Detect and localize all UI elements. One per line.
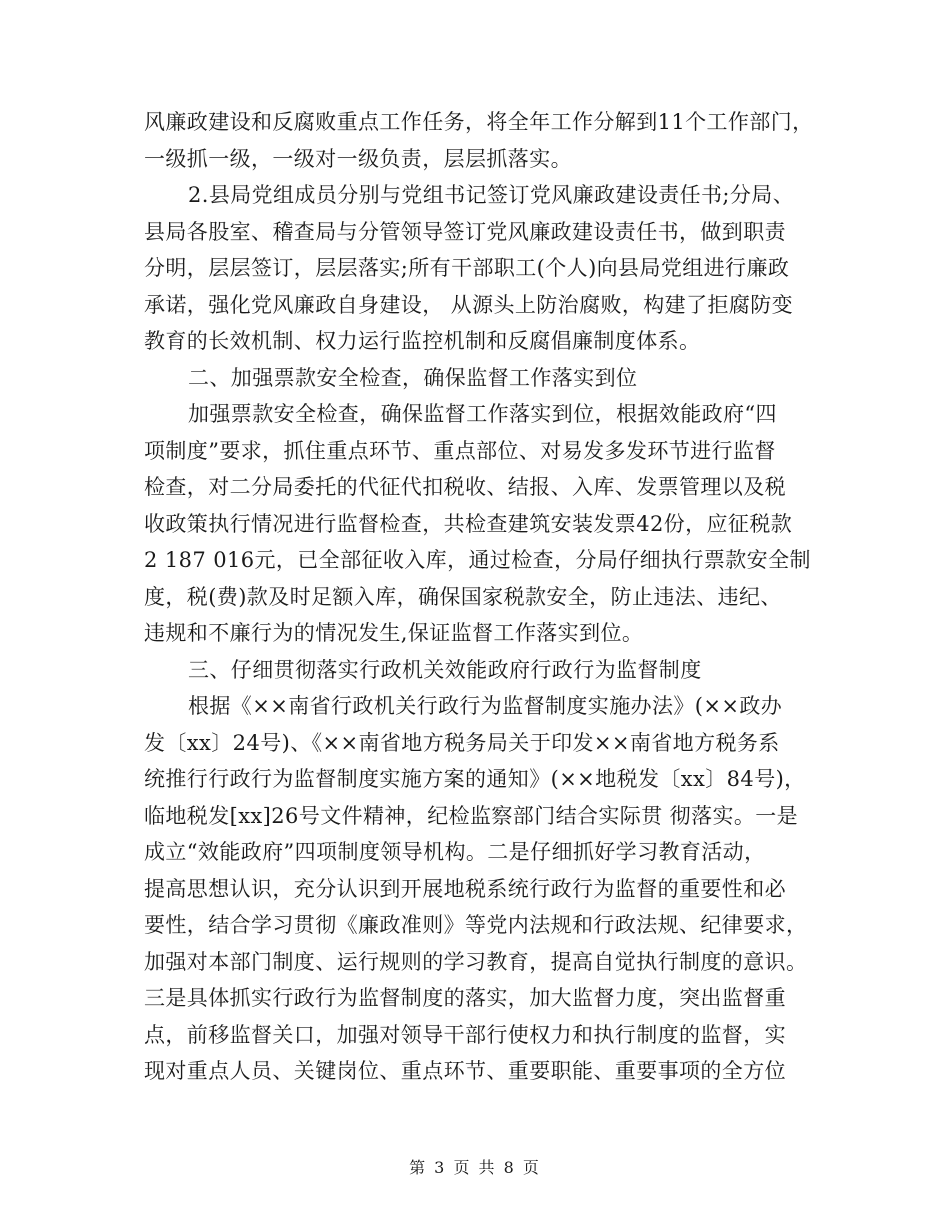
text-line: 发〔xx〕24号)、《××南省地方税务局关于印发××南省地方税务系 [144,730,780,755]
text-line: 承诺，强化党风廉政自身建设， 从源头上防治腐败，构建了拒腐防变 [144,292,794,317]
text-line: 一级抓一级，一级对一级负责，层层抓落实。 [144,146,572,171]
text-line: 2 187 016元，已全部征收入库，通过检查，分局仔细执行票款安全制 [144,548,811,572]
text-line: 二、加强票款安全检查，确保监督工作落实到位 [188,365,638,390]
text-line: 现对重点人员、关键岗位、重点环节、重要职能、重要事项的全方位 [144,1059,786,1083]
text-line: 统推行行政行为监督制度实施方案的通知》(××地税发〔xx〕84号)， [144,767,806,791]
text-line: 成立“效能政府”四项制度领导机构。二是仔细抓好学习教育活动， [144,840,766,864]
text-line: 违规和不廉行为的情况发生,保证监督工作落实到位。 [144,621,644,645]
text-line: 教育的长效机制、权力运行监控机制和反腐倡廉制度体系。 [144,329,701,353]
text-line: 根据《××南省行政机关行政行为监督制度实施办法》(××政办 [188,694,783,718]
document-body [144,104,816,1090]
text-line: 三是具体抓实行政行为监督制度的落实，加大监督力度，突出监督重 [144,986,786,1010]
text-line: 临地税发[xx]26号文件精神，纪检监察部门结合实际贯 彻落实。一是 [144,803,799,828]
text-line: 项制度”要求，抓住重点环节、重点部位、对易发多发环节进行监督 [144,438,776,463]
text-line: 检查，对二分局委托的代征代扣税收、结报、入库、发票管理以及税 [144,475,786,499]
text-line: 要性，结合学习贯彻《廉政准则》等党内法规和行政法规、纪律要求， [144,913,808,937]
text-line: 收政策执行情况进行监督检查，共检查建筑安装发票42份，应征税款 [144,511,793,536]
text-line: 县局各股室、稽查局与分管领导签订党风廉政建设责任书，做到职责 [144,219,786,244]
text-line: 加强票款安全检查，确保监督工作落实到位，根据效能政府“四 [188,402,777,426]
text-line: 度，税(费)款及时足额入库，确保国家税款安全，防止违法、违纪、 [144,584,782,609]
text-line: 三、仔细贯彻落实行政机关效能政府行政行为监督制度 [188,657,702,682]
text-line: 风廉政建设和反腐败重点工作任务，将全年工作分解到11个工作部门， [144,110,814,134]
page-footer: 第 3 页 共 8 页 [409,1158,541,1177]
text-line: 2.县局党组成员分别与党组书记签订党风廉政建设责任书;分局、 [188,183,795,207]
text-line: 加强对本部门制度、运行规则的学习教育，提高自觉执行制度的意识。 [144,949,808,974]
text-line: 分明，层层签订，层层落实;所有干部职工(个人)向县局党组进行廉政 [144,256,790,280]
text-line: 提高思想认识，充分认识到开展地税系统行政行为监督的重要性和必 [144,876,786,901]
text-line: 点，前移监督关口，加强对领导干部行使权力和执行制度的监督，实 [144,1022,786,1047]
